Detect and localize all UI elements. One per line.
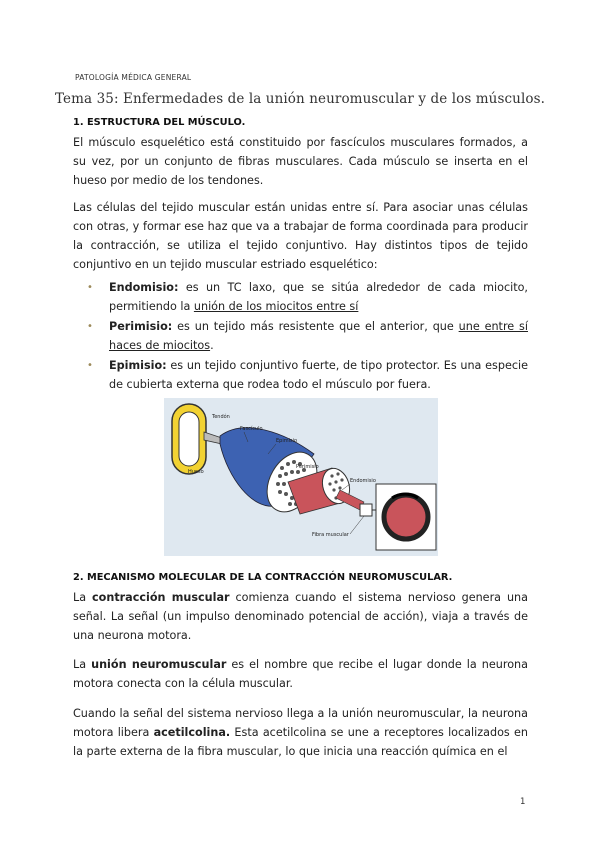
list-item [73,278,528,316]
muscle-structure-figure [164,398,438,556]
paragraph-3 [73,588,528,645]
paragraph-2: Las células del tejido muscular están unidas entre sí. Para asociar unas células con otras, y formar ese haz que va a trabajar de forma coordinada para producir la contracción, se utiliza el tejido conjuntivo. Hay distintos tipos de tejido conjuntivo en un tejido muscular estriado esquelético: [73,201,528,271]
list-item-text: es un tejido más resistente que el anterior, que [172,320,459,333]
page-number: 1 [520,797,526,807]
paragraph-3-pre: La [73,591,93,604]
paragraph-1: El músculo esquelético está constituido por fascículos musculares formados, a su vez, por un conjunto de fibras musculares. Cada músculo se inserta en el hueso por medio de los tendones. [73,136,528,187]
paragraph-4-bold: unión neuromuscular [91,658,227,671]
list-item [73,317,528,355]
label-fasciculo: Fascículo [239,426,263,432]
label-perimisio: Perimisio [295,464,319,470]
list-item-text: es un TC laxo, que se sitúa alrededor de cada miocito, permitiendo la [109,281,528,313]
document-body [73,115,528,761]
muscle-diagram [164,398,438,556]
list-item-text: es un tejido conjuntivo fuerte, de tipo protector. Es una especie de cubierta externa que rodea todo el músculo por fuera. [109,359,528,391]
list-item-term: Perimisio: [109,320,173,333]
paragraph-4 [73,655,528,693]
connective-tissue-list [73,278,528,394]
paragraph-5-post: Esta acetilcolina se une a receptores localizados en la parte externa de la fibra muscular, lo que inicia una reacción química en el [73,726,528,758]
paragraph-5 [73,704,528,761]
list-item-term: Endomisio: [109,281,179,294]
paragraph-3-post: comienza cuando el sistema nervioso genera una señal. La señal (un impulso denominado potencial de acción), viaja a través de una neurona motora. [73,591,529,642]
document-title: Tema 35: Enfermedades de la unión neuromuscular y de los músculos. [54,91,546,107]
paragraph-4-post: es el nombre que recibe el lugar donde la neurona motora conecta con la célula muscular. [73,658,528,690]
zoom-box [360,504,372,516]
paragraph-4-pre: La [73,658,92,671]
list-item [73,356,528,394]
paragraph-5-pre: Cuando la señal del sistema nervioso llega a la unión neuromuscular, la neurona motora libera [73,707,528,739]
list-item-after: . [210,339,214,352]
list-item-underline: unión de los miocitos entre sí [193,300,359,313]
list-item-underline: une entre sí haces de miocitos [109,320,528,352]
bone-marrow-shape [179,412,199,466]
paragraph-5-bold: acetilcolina. [153,726,231,739]
label-fibra: Fibra muscular [311,532,349,538]
label-epimisio: Epimisio [275,438,297,444]
label-hueso: Hueso [187,469,204,475]
document-header: PATOLOGÍA MÉDICA GENERAL [75,73,192,82]
section-heading-1: 1. ESTRUCTURA DEL MÚSCULO. [73,117,246,128]
label-endomisio: Endomisio [349,478,376,484]
paragraph-3-bold: contracción muscular [92,591,230,604]
section-heading-2: 2. MECANISMO MOLECULAR DE LA CONTRACCIÓN NEUROMUSCULAR. [73,572,453,583]
label-tendon: Tendón [211,414,230,420]
list-item-term: Epimisio: [109,359,167,372]
magnified-fiber [384,495,428,539]
